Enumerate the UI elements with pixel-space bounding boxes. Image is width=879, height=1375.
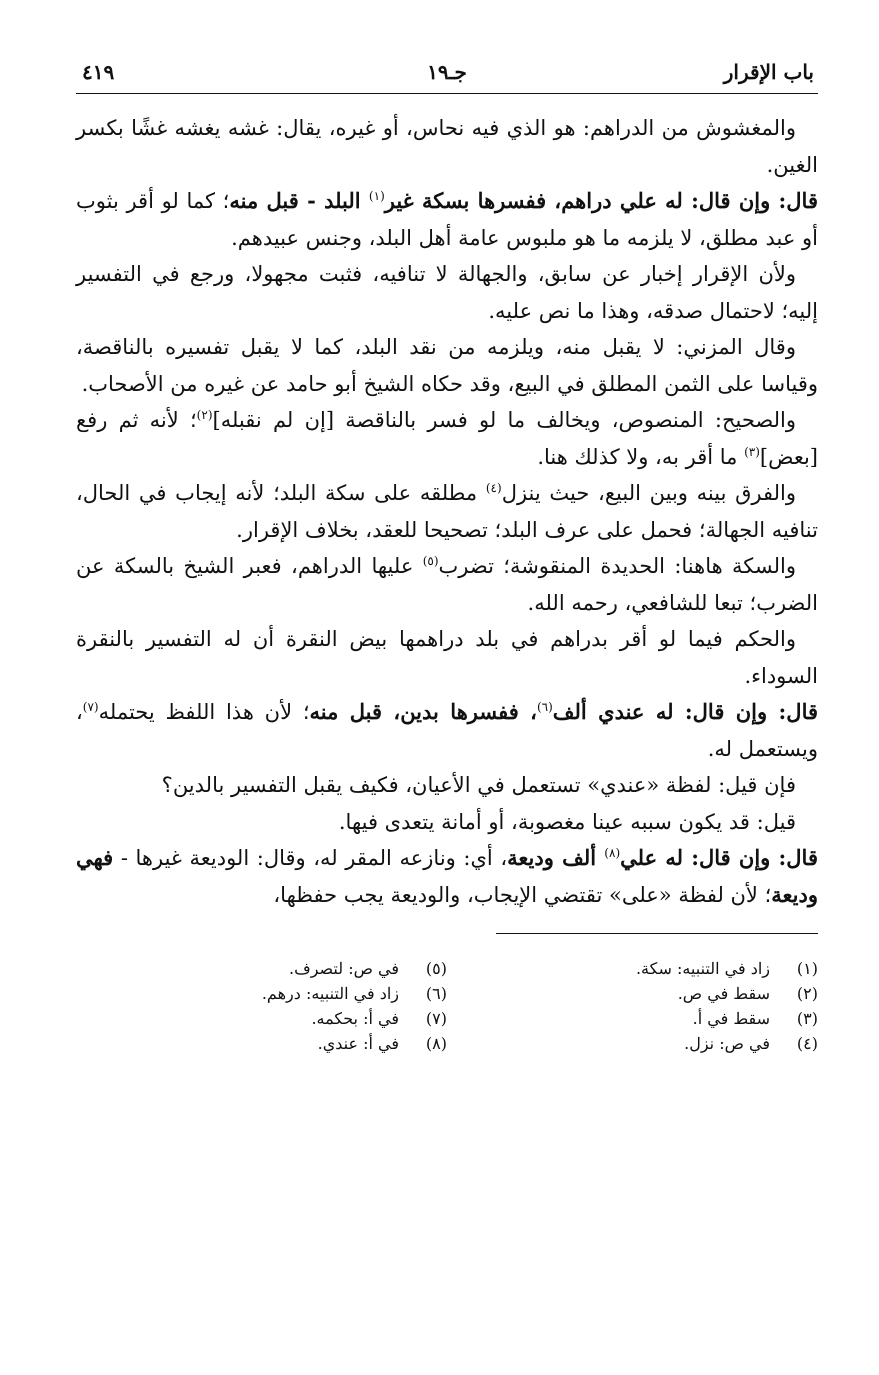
- book-page: [76, 55, 818, 1056]
- footnote-separator: [496, 933, 818, 934]
- paragraph-7: والسكة هاهنا: الحديدة المنقوشة؛ تضرب$^{(٥)}$ عليها الدراهم، فعبر الشيخ بالسكة عن الضرب؛ تبعا للشافعي، رحمه الله.: [76, 554, 818, 615]
- footnote-item: (٨) في أ: عندي.: [317, 1034, 447, 1053]
- footnote-item: (٣) سقط في أ.: [692, 1009, 818, 1028]
- header-rule: [76, 93, 818, 94]
- footnote-ref-4[interactable]: (٤): [485, 481, 502, 495]
- page-number: ٤١٩: [82, 60, 115, 84]
- paragraph-10: فإن قيل: لفظة «عندي» تستعمل في الأعيان، فكيف يقبل التفسير بالدين؟: [161, 773, 796, 797]
- footnote-item: (١) زاد في التنبيه: سكة.: [635, 959, 818, 978]
- footnote-item: (٧) في أ: بحكمه.: [311, 1009, 447, 1028]
- footnote-ref-2[interactable]: (٢): [196, 408, 213, 422]
- running-header: [76, 55, 818, 89]
- footnote-column-right: [447, 956, 818, 1056]
- footnote-item: (٤) في ص: نزل.: [684, 1034, 818, 1053]
- paragraph-3: ولأن الإقرار إخبار عن سابق، والجهالة لا تنافيه، فثبت مجهولا، ورجع في التفسير إليه؛ لاحتمال صدقه، وهذا ما نص عليه.: [76, 262, 818, 323]
- footnote-item: (٦) زاد في التنبيه: درهم.: [261, 984, 447, 1003]
- paragraph-5: والصحيح: المنصوص، ويخالف ما لو فسر بالناقصة [إن لم نقبله]$^{(٢)}$؛ لأنه ثم رفع [بعض]$^{(٣)}$ ما أقر به، ولا كذلك هنا.: [76, 408, 818, 469]
- volume-label: جـ١٩: [427, 60, 467, 84]
- paragraph-6: والفرق بينه وبين البيع، حيث ينزل$^{(٤)}$ مطلقه على سكة البلد؛ لأنه إيجاب في الحال، تنافيه الجهالة؛ فحمل على عرف البلد؛ تصحيحا للعقد، بخلاف الإقرار.: [76, 481, 818, 542]
- paragraph-4: وقال المزني: لا يقبل منه، ويلزمه من نقد البلد، كما لا يقبل تفسيره بالناقصة، وقياسا على الثمن المطلق في البيع، وقد حكاه الشيخ أبو حامد عن غيره من الأصحاب.: [76, 335, 818, 396]
- chapter-title: باب الإقرار: [723, 60, 814, 84]
- footnote-ref-3[interactable]: (٣): [744, 444, 760, 459]
- footnote-ref-8[interactable]: (٨): [604, 846, 621, 860]
- footnote-ref-7[interactable]: (٧): [82, 700, 99, 714]
- footnote-column-left: [76, 956, 447, 1056]
- footnote-item: (٢) سقط في ص.: [677, 984, 818, 1003]
- footnotes: [76, 956, 818, 1056]
- paragraph-12: قال: وإن قال: له علي$^{(٨)}$ ألف وديعة، أي: ونازعه المقر له، وقال: الوديعة غيرها - فهي وديعة؛ لأن لفظة «على» تقتضي الإيجاب، والوديعة يجب حفظها،: [76, 845, 818, 907]
- main-text: [76, 110, 818, 913]
- footnote-ref-6[interactable]: (٦): [536, 700, 553, 714]
- paragraph-11: قيل: قد يكون سببه عينا مغصوبة، أو أمانة يتعدى فيها.: [338, 809, 796, 834]
- footnote-ref-5[interactable]: (٥): [422, 554, 439, 568]
- paragraph-2: قال: وإن قال: له علي دراهم، ففسرها بسكة غير$^{(١)}$ البلد - قبل منه؛ كما لو أقر بثوب أو عبد مطلق، لا يلزمه ما هو ملبوس عامة أهل البلد، وجنس عبيدهم.: [76, 188, 818, 250]
- footnote-item: (٥) في ص: لتصرف.: [289, 959, 447, 978]
- paragraph-8: والحكم فيما لو أقر بدراهم في بلد دراهمها بيض النقرة أن له التفسير بالنقرة السوداء.: [76, 627, 818, 688]
- paragraph-1: والمغشوش من الدراهم: هو الذي فيه نحاس، أو غيره، يقال: غشه يغشه غشًا بكسر الغين.: [76, 116, 818, 177]
- paragraph-9: قال: وإن قال: له عندي ألف$^{(٦)}$، ففسرها بدين، قبل منه؛ لأن هذا اللفظ يحتمله$^{(٧)}$، ويستعمل له.: [76, 699, 819, 761]
- footnote-ref-1[interactable]: (١): [368, 189, 385, 203]
